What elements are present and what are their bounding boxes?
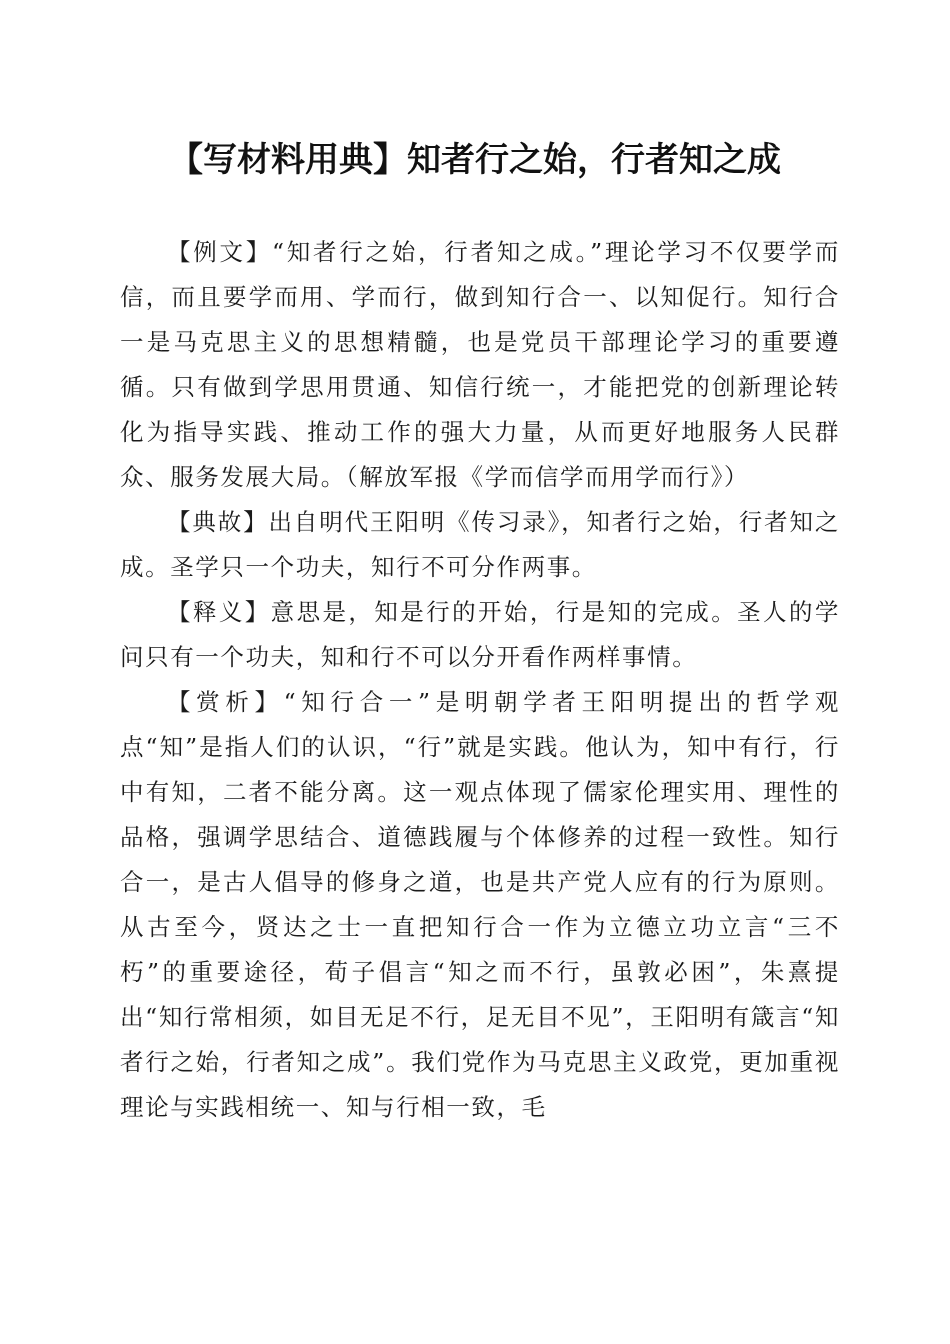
document-body — [120, 230, 840, 1130]
page-title: 【写材料用典】知者行之始，行者知之成 — [169, 140, 781, 180]
paragraph-meaning: 【释义】意思是，知是行的开始，行是知的完成。圣人的学问只有一个功夫，知和行不可以分开看作两样事情。 — [120, 598, 840, 671]
paragraph-appreciation: 【赏析】“知行合一”是明朝学者王阳明提出的哲学观点“知”是指人们的认识，“行”就是实践。他认为，知中有行，行中有知，二者不能分离。这一观点体现了儒家伦理实用、理性的品格，强调学思结合、道德践履与个体修养的过程一致性。知行合一，是古人倡导的修身之道，也是共产党人应有的行为原则。从古至今，贤达之士一直把知行合一作为立德立功立言“三不朽”的重要途径，荀子倡言“知之而不行，虽敦必困”，朱熹提出“知行常相须，如目无足不行，足无目不见”，王阳明有箴言“知者行之始，行者知之成”。我们党作为马克思主义政党，更加重视理论与实践相统一、知与行相一致，毛 — [120, 688, 840, 1121]
paragraph-allusion: 【典故】出自明代王阳明《传习录》，知者行之始，行者知之成。圣学只一个功夫，知行不可分作两事。 — [120, 508, 840, 581]
paragraph-example: 【例文】“知者行之始，行者知之成。”理论学习不仅要学而信，而且要学而用、学而行，做到知行合一、以知促行。知行合一是马克思主义的思想精髓，也是党员干部理论学习的重要遵循。只有做到学思用贯通、知信行统一，才能把党的创新理论转化为指导实践、推动工作的强大力量，从而更好地服务人民群众、服务发展大局。（解放军报《学而信学而用学而行》） — [120, 238, 840, 491]
